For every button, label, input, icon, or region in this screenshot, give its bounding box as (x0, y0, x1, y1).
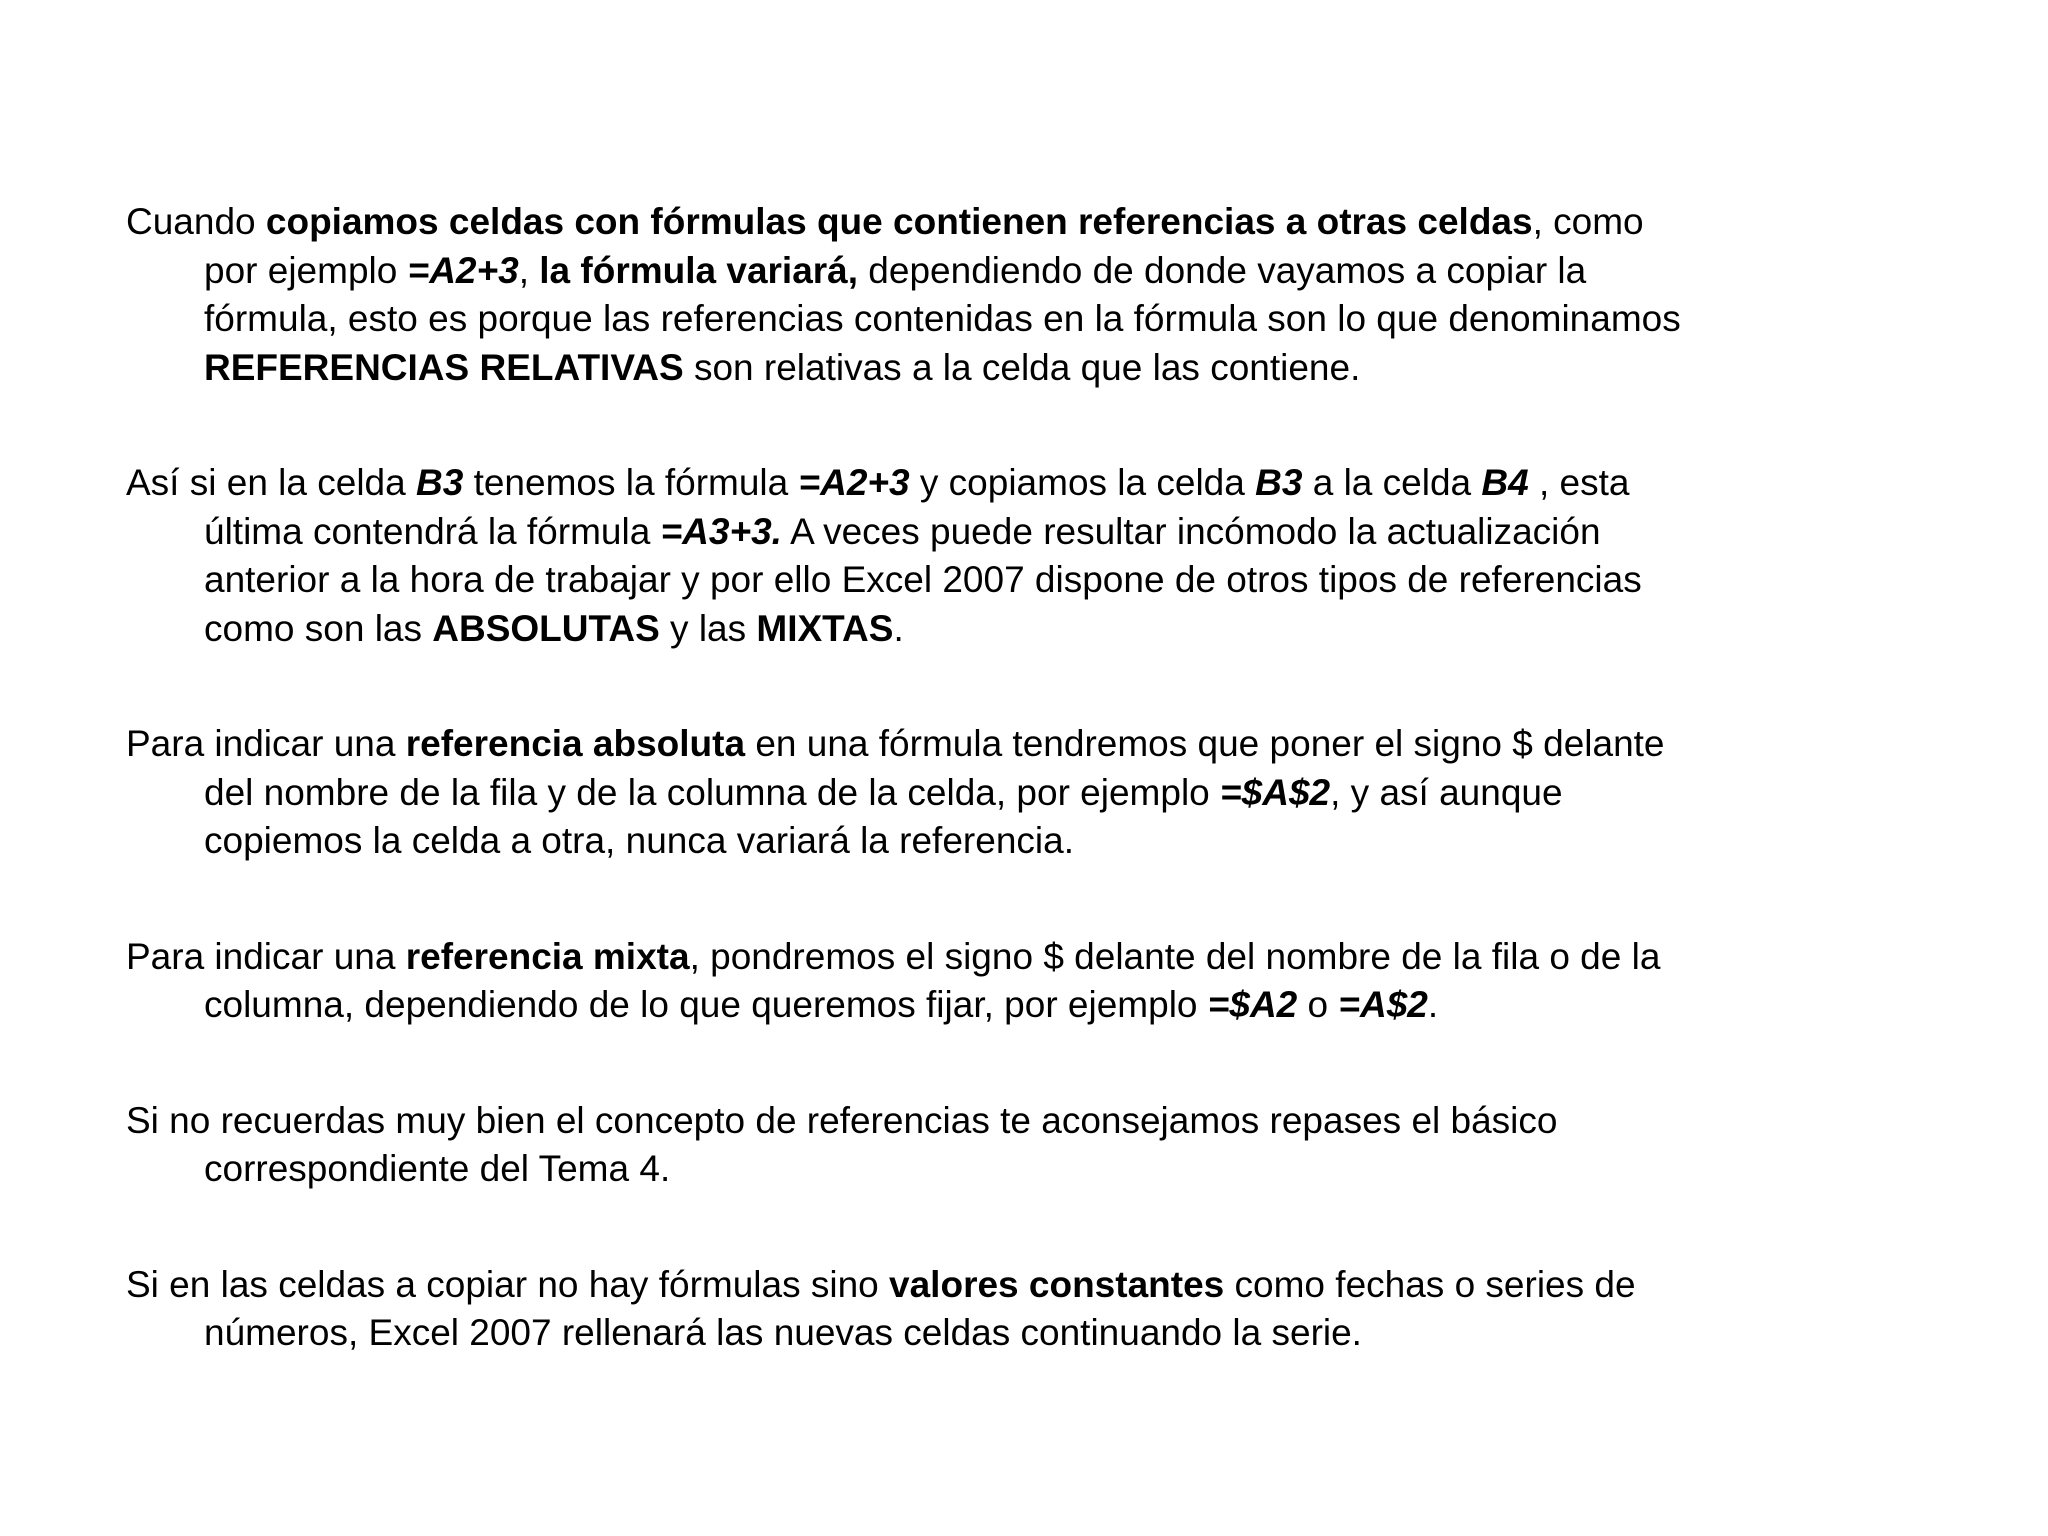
text-line (126, 459, 1926, 508)
paragraph-relative-references (126, 198, 1926, 392)
formula-text: B3 (415, 462, 464, 503)
body-text: última contendrá la fórmula (204, 510, 661, 552)
body-text: tenemos la fórmula (463, 462, 799, 503)
formula-text: =A3+3. (660, 510, 782, 552)
paragraph-copy-example (126, 459, 1926, 653)
formula-text: =A$2 (1338, 984, 1428, 1025)
body-text: del nombre de la fila y de la columna de la celda, por ejemplo (204, 771, 1221, 813)
formula-text: =A2+3 (407, 249, 519, 291)
bold-text: ABSOLUTAS (432, 607, 660, 649)
body-text: y copiamos la celda (909, 462, 1256, 503)
body-text: son relativas a la celda que las contiene. (683, 346, 1361, 388)
text-line (126, 198, 1926, 247)
text-line (204, 605, 1926, 654)
text-line (204, 344, 1926, 393)
formula-text: =$A$2 (1220, 771, 1331, 813)
bold-text: MIXTAS (756, 607, 894, 649)
formula-text: =A2+3 (798, 462, 910, 503)
text-line (204, 556, 1926, 605)
text-line (204, 981, 1926, 1030)
body-text: copiemos la celda a otra, nunca variará la referencia. (204, 820, 1074, 861)
body-text: . (893, 607, 904, 649)
body-text: Así si en la celda (126, 462, 416, 503)
text-line (126, 1097, 1926, 1146)
body-text: , pondremos el signo $ delante del nombre de la fila o de la (689, 935, 1661, 977)
body-text: Si en las celdas a copiar no hay fórmulas sino (126, 1263, 890, 1305)
body-text: anterior a la hora de trabajar y por ello Excel 2007 dispone de otros tipos de referencias (204, 559, 1642, 600)
body-text: correspondiente del Tema 4. (204, 1148, 671, 1189)
body-text: números, Excel 2007 rellenará las nuevas celdas continuando la serie. (204, 1312, 1362, 1353)
body-text: . (1427, 984, 1439, 1025)
text-line (126, 720, 1926, 769)
text-line (126, 1261, 1926, 1310)
text-line (126, 933, 1926, 982)
body-text: Para indicar una (126, 935, 406, 977)
text-line (204, 1145, 1926, 1194)
document-page (126, 198, 1926, 1425)
text-line (204, 769, 1926, 818)
body-text: Para indicar una (126, 723, 406, 764)
body-text: Cuando (126, 201, 266, 242)
body-text: dependiendo de donde vayamos a copiar la (858, 249, 1587, 291)
body-text: y las (659, 607, 757, 649)
body-text: o (1297, 984, 1339, 1025)
body-text: fórmula, esto es porque las referencias contenidas en la fórmula son lo que denominamos (204, 298, 1681, 339)
text-line (204, 817, 1926, 866)
text-line (204, 247, 1926, 296)
body-text: por ejemplo (204, 249, 408, 291)
bold-text: valores constantes (889, 1263, 1225, 1305)
paragraph-constant-values (126, 1261, 1926, 1358)
bold-text: REFERENCIAS RELATIVAS (204, 346, 684, 388)
body-text: como fechas o series de (1224, 1263, 1636, 1305)
formula-text: B3 (1255, 462, 1303, 503)
body-text: , y así aunque (1330, 771, 1563, 813)
body-text: A veces puede resultar incómodo la actualización (781, 510, 1601, 552)
bold-text: referencia mixta (405, 935, 690, 977)
formula-text: B4 (1481, 462, 1529, 503)
formula-text: =$A2 (1207, 984, 1298, 1025)
body-text: como son las (204, 607, 433, 649)
bold-text: copiamos celdas con fórmulas que contienen referencias a otras celdas (265, 201, 1533, 242)
paragraph-mixed-reference (126, 933, 1926, 1030)
text-line (204, 508, 1926, 557)
body-text: , (518, 249, 540, 291)
text-line (204, 1309, 1926, 1358)
bold-text: la fórmula variará, (539, 249, 859, 291)
body-text: , como (1532, 201, 1644, 242)
paragraph-absolute-reference (126, 720, 1926, 866)
body-text: , esta (1528, 462, 1630, 503)
body-text: en una fórmula tendremos que poner el signo $ delante (745, 723, 1665, 764)
body-text: columna, dependiendo de lo que queremos fijar, por ejemplo (204, 984, 1208, 1025)
body-text: Si no recuerdas muy bien el concepto de referencias te aconsejamos repases el básico (126, 1099, 1558, 1141)
paragraph-review-basics (126, 1097, 1926, 1194)
body-text: a la celda (1302, 462, 1482, 503)
bold-text: referencia absoluta (405, 723, 746, 764)
text-line (204, 295, 1926, 344)
